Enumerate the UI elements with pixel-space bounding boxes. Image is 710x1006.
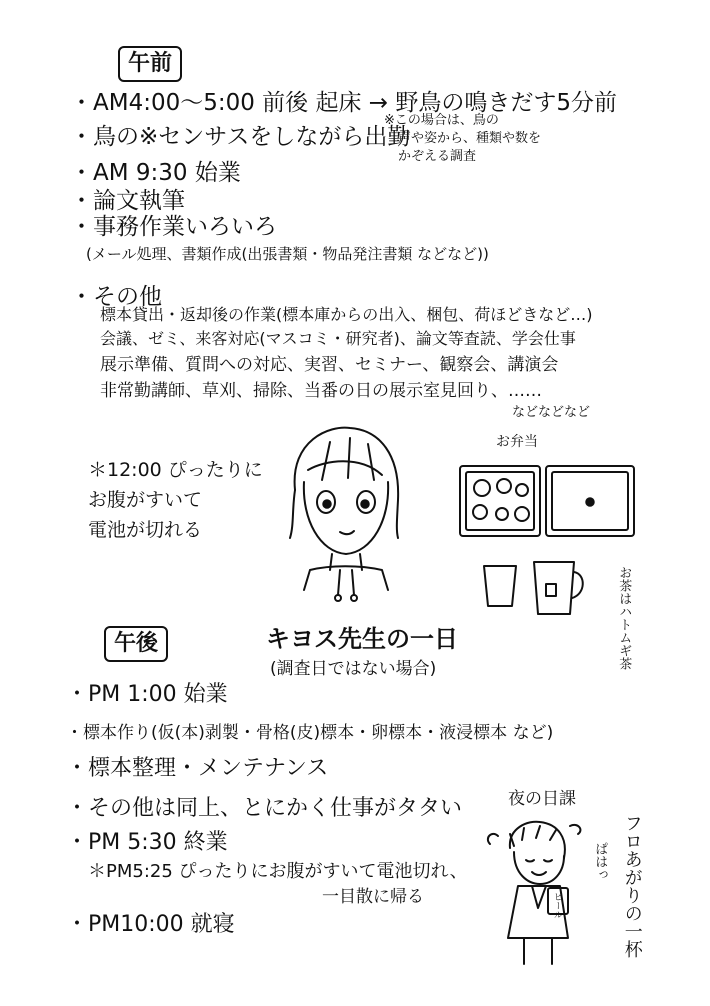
evening-label: 夜の日課 <box>508 789 576 809</box>
afternoon-item-maintenance: ・標本整理・メンテナンス <box>66 756 329 781</box>
morning-item-wake: ・AM4:00〜5:00 前後 起床 → 野鳥の鳴きだす5分前 <box>70 90 618 116</box>
morning-other-line-4: 非常勤講師、草刈、掃除、当番の日の展示室見回り、…… <box>100 381 542 401</box>
afternoon-note-2: 一目散に帰る <box>322 887 424 907</box>
morning-other-line-1: 標本貸出・返却後の作業(標本庫からの出入、梱包、荷ほどきなど…) <box>100 305 593 324</box>
afternoon-item-start: ・PM 1:00 始業 <box>66 682 228 707</box>
page-subtitle: (調査日ではない場合) <box>270 659 437 679</box>
afternoon-header: 午後 <box>104 626 168 662</box>
census-note-line: 声や姿から、種類や数を <box>398 131 542 147</box>
afternoon-note-1: ＊PM5:25 ぴったりにお腹がすいて電池切れ、 <box>88 861 468 882</box>
bento-label: お弁当 <box>496 434 538 450</box>
bento-illustration <box>452 456 642 626</box>
evening-vertical-note: フロあがりの一杯 <box>621 814 643 958</box>
morning-other-line-2: 会議、ゼミ、来客対応(マスコミ・研究者)、論文等査読、学会仕事 <box>100 329 576 348</box>
morning-other-line-3: 展示準備、質問への対応、実習、セミナー、観察会、講演会 <box>100 355 559 375</box>
tea-label: お茶はハトムギ茶 <box>616 566 632 670</box>
afternoon-item-busy: ・その他は同上、とにかく仕事がタタい <box>66 796 463 821</box>
noon-note-line-2: お腹がすいて <box>88 489 203 511</box>
evening-illustration <box>488 818 588 968</box>
morning-item-office: ・事務作業いろいろ <box>70 214 277 240</box>
census-note-line: かぞえる調査 <box>398 149 477 165</box>
morning-item-paper: ・論文執筆 <box>70 188 185 214</box>
morning-item-office-detail: (メール処理、書類作成(出張書類・物品発注書類 などなど)) <box>86 245 489 263</box>
morning-header: 午前 <box>118 46 182 82</box>
character-illustration <box>270 420 420 620</box>
noon-note-line-3: 電池が切れる <box>88 519 203 541</box>
morning-item-other: ・その他 <box>70 284 162 310</box>
evening-sound: ぱはっ <box>592 842 608 881</box>
census-note-line: ※この場合は、鳥の <box>384 113 499 128</box>
page-title: キヨス先生の一日 <box>266 625 458 653</box>
morning-other-line-5: などなどなど <box>512 405 591 420</box>
afternoon-item-sleep: ・PM10:00 就寝 <box>66 912 235 937</box>
morning-item-start: ・AM 9:30 始業 <box>70 160 241 186</box>
noon-note-line-1: ＊12:00 ぴったりに <box>88 459 263 481</box>
census-note <box>384 112 541 167</box>
afternoon-item-end: ・PM 5:30 終業 <box>66 830 228 855</box>
morning-item-commute: ・鳥の※センサスをしながら出勤 <box>70 124 411 150</box>
afternoon-item-specimens: ・標本作り(仮(本)剥製・骨格(皮)標本・卵標本・液浸標本 など) <box>66 723 554 743</box>
evening-can-text: ビール <box>551 892 562 919</box>
